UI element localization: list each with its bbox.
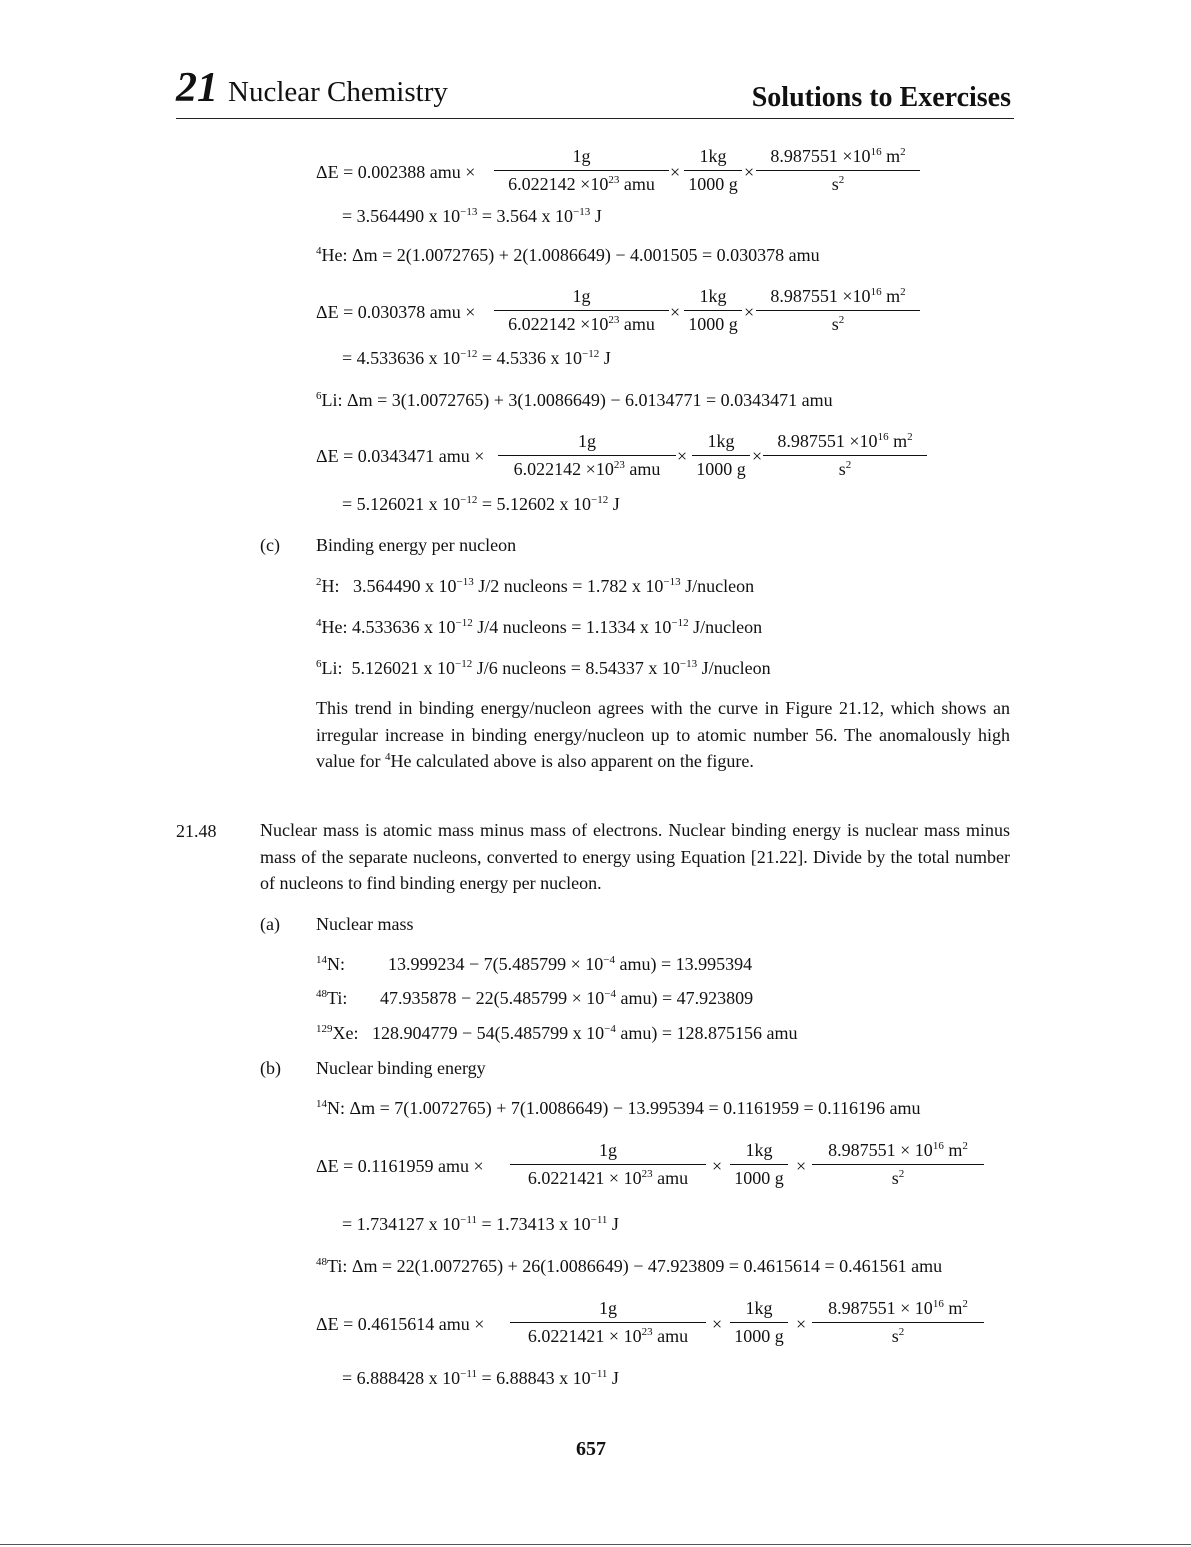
fraction-bar [684, 310, 742, 311]
fraction-numerator: $8.987551 \times 10^{16}$ $m^2$ [828, 1140, 968, 1160]
fraction-bar [812, 1164, 984, 1165]
fraction-denominator: $6.022142 \times 10^{23}$ amu [508, 174, 655, 194]
problem-number: 21.48 [176, 821, 217, 841]
times-sign: × [796, 1314, 807, 1334]
fraction-denominator: 1000 g [734, 1168, 784, 1188]
fraction-numerator: 1kg [707, 431, 735, 451]
fraction-numerator: 1g [578, 431, 596, 451]
fraction-numerator: 1g [599, 1140, 617, 1160]
section-title: Solutions to Exercises [751, 82, 1011, 113]
nuclear-mass-line: $^{48}$Ti: [316, 988, 348, 1008]
result-line: = 3.564490 x $10^{-13} = 3.564$ x $10^{-13}$ J [342, 206, 602, 226]
problem-intro: Nuclear mass is atomic mass minus mass of electrons. Nuclear binding energy is nuclear mass minus mass of the separate nucleons, converted to energy using Equation [21.22]. Divide by the total number of nucleons to find binding energy per nucleon. [260, 820, 1010, 893]
fraction-denominator: $s^2$ [831, 174, 845, 194]
header-rule [176, 118, 1014, 119]
fraction-denominator: $s^2$ [838, 459, 852, 479]
fraction-numerator: $8.987551 \times 10^{16}$ $m^2$ [770, 146, 906, 166]
fraction-numerator: 1kg [745, 1298, 773, 1318]
times-sign: × [744, 162, 755, 182]
fraction-bar [510, 1322, 706, 1323]
mass-defect-line: $^{48}$Ti: Δm = 22(1.0072765) + 26(1.0086649) − 47.923809 = 0.4615614 = 0.461561 amu [316, 1256, 943, 1276]
part-title: Binding energy per nucleon [316, 535, 517, 555]
fraction-bar [494, 170, 669, 171]
binding-energy-line: $^4$He: 4.533636 x $10^{-12}$ J/4 nucleons = 1.1334 x $10^{-12}$ J/nucleon [316, 617, 763, 637]
mass-defect-line: $^6$Li: Δm = 3(1.0072765) + 3(1.0086649) − 6.0134771 = 0.0343471 amu [316, 390, 833, 410]
fraction-bar [756, 310, 920, 311]
fraction-bar [730, 1164, 788, 1165]
fraction-numerator: $8.987551 \times 10^{16}$ $m^2$ [777, 431, 913, 451]
nuclear-mass-line: $^{14}$N: [316, 954, 345, 974]
times-sign: × [670, 302, 681, 322]
nuclear-mass-value: $13.999234 - 7(5.485799 \times 10^{-4}$ amu) = 13.995394 [388, 954, 753, 974]
fraction-denominator: 1000 g [696, 459, 746, 479]
fraction-numerator: 1kg [699, 146, 727, 166]
nuclear-mass-value: 128.904779 − 54(5.485799 x $10^{-4}$ amu) = 128.875156 amu [372, 1023, 798, 1043]
part-label: (c) [260, 535, 280, 555]
fraction-bar [730, 1322, 788, 1323]
part-label: (a) [260, 914, 280, 934]
equation-lhs: ΔE = 0.0343471 amu × [316, 446, 485, 466]
fraction-numerator: 1kg [745, 1140, 773, 1160]
nuclear-mass-value: $47.935878 - 22(5.485799 \times 10^{-4}$ amu) = 47.923809 [380, 988, 754, 1008]
binding-energy-line: $^6$Li: 5.126021 x $10^{-12}$ J/6 nucleons = 8.54337 x $10^{-13}$ J/nucleon [316, 658, 771, 678]
chapter-title: Nuclear Chemistry [228, 76, 448, 108]
equation-lhs: ΔE = 0.1161959 amu × [316, 1156, 484, 1176]
fraction-bar [763, 455, 927, 456]
chapter-number: 21 [176, 65, 218, 111]
fraction-bar [684, 170, 742, 171]
part-title: Nuclear mass [316, 914, 414, 934]
times-sign: × [752, 446, 763, 466]
fraction-numerator: $8.987551 \times 10^{16}$ $m^2$ [828, 1298, 968, 1318]
fraction-numerator: 1kg [699, 286, 727, 306]
fraction-denominator: 1000 g [688, 314, 738, 334]
part-title: Nuclear binding energy [316, 1058, 486, 1078]
result-line: = 6.888428 x $10^{-11} = 6.88843$ x $10^{-11}$ J [342, 1368, 619, 1388]
fraction-denominator: $s^2$ [891, 1326, 905, 1346]
result-line: = 5.126021 x $10^{-12} = 5.12602$ x $10^{-12}$ J [342, 494, 620, 514]
fraction-denominator: $6.022142 \times 10^{23}$ amu [508, 314, 655, 334]
part-label: (b) [260, 1058, 281, 1078]
fraction-bar [494, 310, 669, 311]
times-sign: × [670, 162, 681, 182]
fraction-denominator: $s^2$ [891, 1168, 905, 1188]
fraction-denominator: 1000 g [688, 174, 738, 194]
fraction-denominator: $6.0221421 \times 10^{23}$ amu [527, 1326, 689, 1346]
equation-lhs: ΔE = 0.030378 amu × [316, 302, 476, 322]
fraction-bar [510, 1164, 706, 1165]
times-sign: × [712, 1314, 723, 1334]
times-sign: × [677, 446, 688, 466]
nuclear-mass-line: $^{129}$Xe: [316, 1023, 359, 1043]
fraction-denominator: $6.0221421 \times 10^{23}$ amu [527, 1168, 689, 1188]
equation-lhs: ΔE = 0.002388 amu × [316, 162, 476, 182]
fraction-bar [498, 455, 676, 456]
mass-defect-line: $^{14}$N: Δm = 7(1.0072765) + 7(1.0086649) − 13.995394 = 0.1161959 = 0.116196 amu [316, 1098, 921, 1118]
fraction-numerator: 1g [599, 1298, 617, 1318]
mass-defect-line: $^4$He: Δm = 2(1.0072765) + 2(1.0086649) − 4.001505 = 0.030378 amu [316, 245, 820, 265]
times-sign: × [744, 302, 755, 322]
fraction-denominator: $6.022142 \times 10^{23}$ amu [513, 459, 661, 479]
binding-energy-line: $^2$H: 3.564490 x $10^{-13}$ J/2 nucleons = 1.782 x $10^{-13}$ J/nucleon [316, 576, 755, 596]
fraction-denominator: $s^2$ [831, 314, 845, 334]
fraction-bar [756, 170, 920, 171]
fraction-numerator: 1g [572, 286, 591, 306]
fraction-numerator: 1g [572, 146, 591, 166]
fraction-denominator: 1000 g [734, 1326, 784, 1346]
times-sign: × [796, 1156, 807, 1176]
fraction-bar [812, 1322, 984, 1323]
result-line: = 4.533636 x $10^{-12} = 4.5336$ x $10^{-12}$ J [342, 348, 611, 368]
trend-paragraph: This trend in binding energy/nucleon agrees with the curve in Figure 21.12, which shows an irregular increase in binding energy/nucleon up to atomic number 56. The anomalously high value for $^4$He calculated above is also apparent on the figure. [316, 698, 1010, 771]
page-number: 657 [576, 1438, 606, 1460]
fraction-numerator: $8.987551 \times 10^{16}$ $m^2$ [770, 286, 906, 306]
result-line: = 1.734127 x $10^{-11} = 1.73413$ x $10^{-11}$ J [342, 1214, 619, 1234]
fraction-bar [692, 455, 750, 456]
page-header [176, 64, 448, 112]
page-bottom-edge [0, 1544, 1191, 1545]
equation-lhs: ΔE = 0.4615614 amu × [316, 1314, 485, 1334]
times-sign: × [712, 1156, 723, 1176]
